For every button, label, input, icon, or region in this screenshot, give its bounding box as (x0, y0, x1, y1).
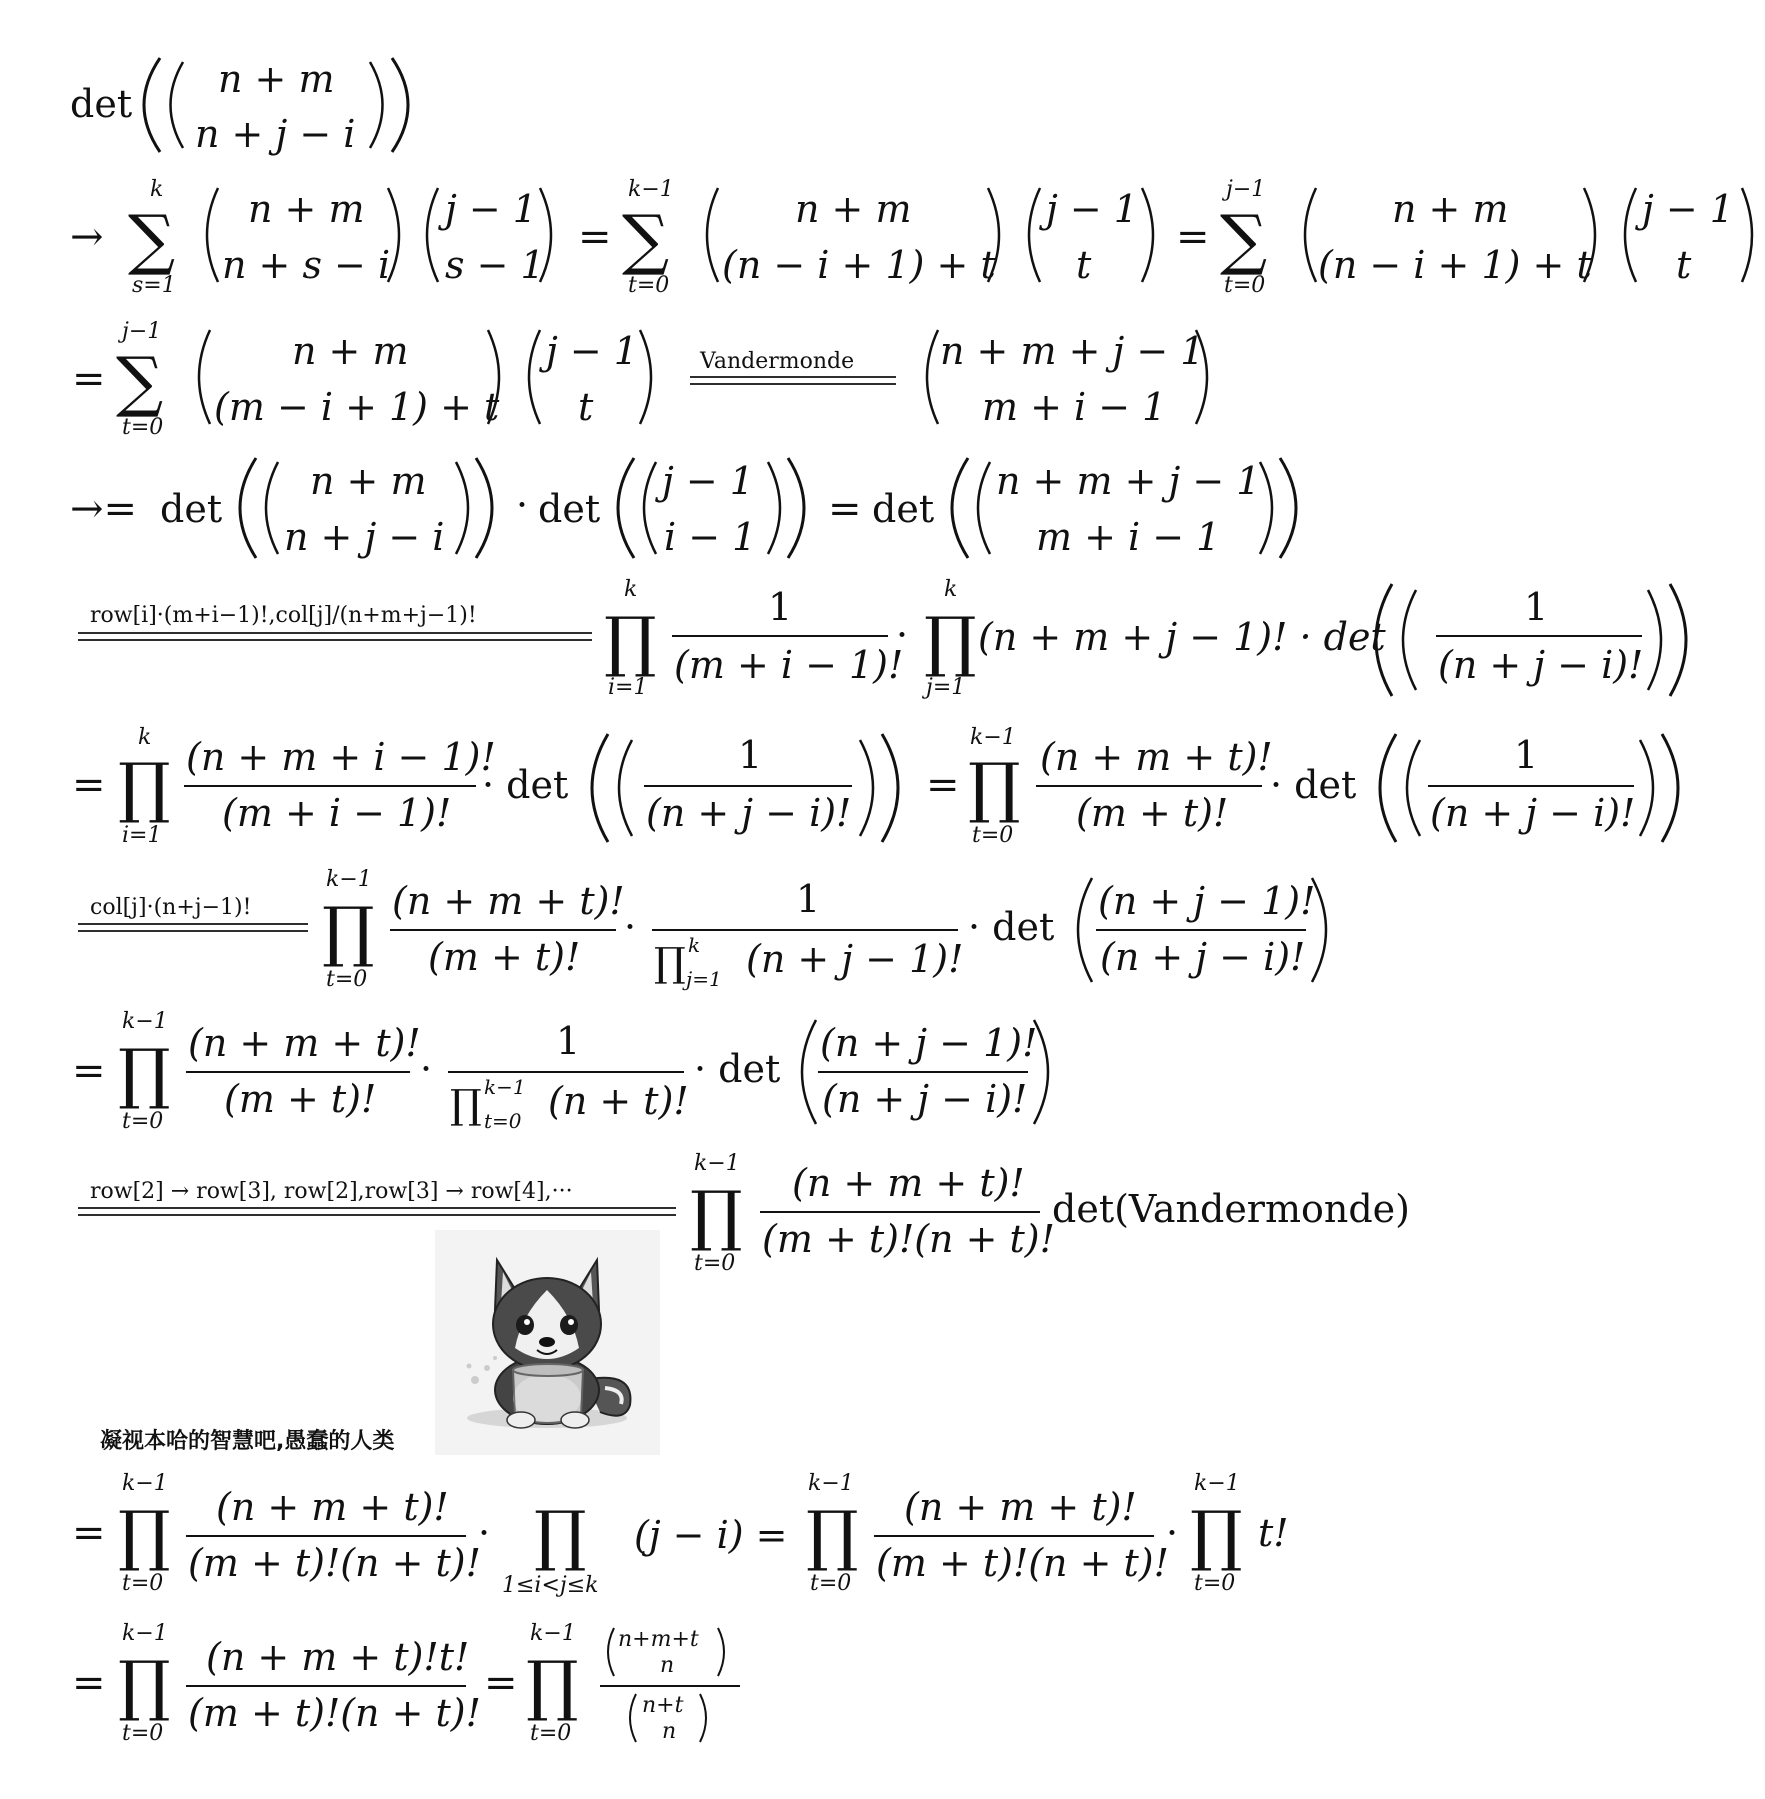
prod-symbol: ∏ (924, 603, 977, 680)
det-operator: det (70, 82, 133, 126)
binom-bottom: t (1676, 243, 1692, 287)
prod-lower: j=1 (926, 675, 966, 700)
prod-lower: t=0 (122, 1109, 164, 1134)
line-10 (72, 1471, 1289, 1598)
prod-sup: k (688, 933, 701, 957)
det-vandermonde: det(Vandermonde) (1052, 1187, 1410, 1231)
frac-den: (m + t)!(n + t)! (876, 1541, 1169, 1585)
prod-upper: k−1 (530, 1621, 576, 1646)
arrow-equals: →= (70, 486, 138, 532)
binom-bottom: i − 1 (664, 515, 757, 559)
equals: = (926, 762, 960, 808)
frac-num: (n + m + t)! (216, 1485, 449, 1529)
line-4 (70, 458, 1296, 559)
prod-upper: k (624, 577, 638, 602)
prod-symbol: ∏ (968, 749, 1021, 826)
frac-den: (m + i − 1)! (222, 791, 452, 835)
sum-upper: k (150, 177, 164, 202)
frac-num: 1 (1514, 733, 1539, 777)
binom-bottom: (n − i + 1) + t (722, 243, 996, 287)
binom-top: n+m+t (618, 1627, 699, 1652)
line-9 (78, 1151, 1410, 1276)
frac-den: (m + i − 1)! (674, 643, 904, 687)
prod-upper: k−1 (694, 1151, 740, 1176)
prod-upper: k−1 (122, 1621, 168, 1646)
equals: = (484, 1660, 518, 1706)
sum-lower: t=0 (122, 415, 164, 440)
dot: · (624, 905, 637, 949)
prod-lower: i=1 (122, 823, 162, 848)
prod-upper: k (944, 577, 958, 602)
sum-upper: j−1 (122, 319, 162, 344)
sum-symbol: ∑ (1220, 201, 1268, 278)
line-1 (70, 57, 408, 156)
dot: · (420, 1047, 433, 1091)
binom-bottom: n + j − i (195, 112, 356, 156)
frac-num: 1 (1524, 585, 1549, 629)
prod-lower: t=0 (326, 967, 368, 992)
frac-den: (n + j − i)! (822, 1077, 1028, 1121)
binom-top: n + m (310, 459, 427, 503)
sum-symbol: ∑ (128, 201, 176, 278)
frac-den: (m + t)! (428, 935, 581, 979)
prod-lower: 1≤i<j≤k (502, 1573, 599, 1598)
binom-bottom: n (662, 1719, 677, 1744)
frac-den: (n + t)! (548, 1079, 689, 1123)
frac-den: (n + j − 1)! (746, 937, 964, 981)
prod-upper: k−1 (122, 1009, 168, 1034)
binom-top: n + m (1392, 187, 1509, 231)
frac-den: (n + j − i)! (1100, 935, 1306, 979)
binom-bottom: s − 1 (445, 243, 545, 287)
prod-symbol: ∏ (118, 1497, 171, 1574)
det-operator: · det (968, 905, 1055, 949)
dot: · (516, 483, 529, 527)
prod-small: ∏ (654, 940, 686, 986)
meme-caption: 凝视本哈的智慧吧,愚蠢的人类 (100, 1429, 395, 1454)
dot: · (896, 613, 909, 657)
prod-symbol: ∏ (1190, 1497, 1243, 1574)
binom-top: n+t (642, 1693, 684, 1718)
sum-lower: t=0 (628, 273, 670, 298)
prod-symbol: ∏ (322, 893, 375, 970)
sum-upper: j−1 (1226, 177, 1266, 202)
binom-top: j − 1 (1642, 187, 1734, 231)
binom-bottom: m + i − 1 (1036, 515, 1221, 559)
frac-den: (m + t)!(n + t)! (762, 1217, 1055, 1261)
binom-bottom: m + i − 1 (982, 385, 1167, 429)
binom-top: n + m (218, 57, 335, 101)
binom-bottom: t (578, 385, 594, 429)
prod-lower: t=0 (122, 1571, 164, 1596)
line-8 (72, 1009, 1048, 1134)
term: t! (1258, 1511, 1289, 1555)
prod-lower: t=0 (972, 823, 1014, 848)
frac-num: 1 (738, 733, 763, 777)
binom-top: n + m (795, 187, 912, 231)
sum-lower: t=0 (1224, 273, 1266, 298)
prod-symbol: ∏ (118, 1647, 171, 1724)
arrow: → (70, 214, 104, 260)
prod-small: ∏ (450, 1082, 482, 1128)
frac-num: (n + m + t)! (188, 1021, 421, 1065)
det-operator: det (538, 487, 601, 531)
prod-lower: t=0 (122, 1721, 164, 1746)
frac-num: (n + m + t)! (392, 879, 625, 923)
binom-top: n + m (248, 187, 365, 231)
frac-den: (n + j − i)! (1438, 643, 1644, 687)
prod-sup: k−1 (484, 1075, 526, 1099)
line-3 (72, 319, 1207, 440)
prod-symbol: ∏ (690, 1177, 743, 1254)
prod-upper: k−1 (122, 1471, 168, 1496)
prod-lower: i=1 (608, 675, 648, 700)
prod-lower: t=0 (1194, 1571, 1236, 1596)
binom-top: n + m + j − 1 (996, 459, 1261, 503)
frac-num: (n + m + t)!t! (206, 1635, 470, 1679)
frac-num: (n + j − 1)! (820, 1021, 1038, 1065)
equals: = (72, 1048, 106, 1094)
equals: = (72, 1660, 106, 1706)
frac-den: (m + t)!(n + t)! (188, 1691, 481, 1735)
det-operator: · det (1270, 763, 1357, 807)
frac-num: (n + m + t)! (904, 1485, 1137, 1529)
equals: = (72, 356, 106, 402)
sum-upper: k−1 (628, 177, 674, 202)
sum-symbol: ∑ (622, 201, 670, 278)
line-2 (70, 177, 1752, 298)
sum-symbol: ∑ (116, 343, 164, 420)
prod-upper: k−1 (1194, 1471, 1240, 1496)
line-5 (78, 577, 1686, 700)
husky-illustration (435, 1230, 660, 1455)
binom-bottom: (m − i + 1) + t (214, 385, 500, 429)
det-operator: · det (694, 1047, 781, 1091)
prod-upper: k−1 (808, 1471, 854, 1496)
sum-lower: s=1 (132, 273, 176, 298)
binom-bottom: n + s − i (222, 243, 391, 287)
binom-bottom: n (660, 1653, 675, 1678)
binom-top: j − 1 (662, 459, 754, 503)
prod-sub: j=1 (686, 967, 722, 991)
det-operator: · det (482, 763, 569, 807)
operation-label: col[j]·(n+j−1)! (90, 895, 252, 920)
equals: = (828, 486, 862, 532)
prod-lower: t=0 (694, 1251, 736, 1276)
prod-symbol: ∏ (806, 1497, 859, 1574)
term: (j − i) = (634, 1513, 788, 1557)
frac-num: (n + m + t)! (792, 1161, 1025, 1205)
det-operator: det (872, 487, 935, 531)
prod-sub: t=0 (484, 1109, 522, 1133)
term: (n + m + j − 1)! · det (978, 615, 1386, 659)
prod-symbol: ∏ (534, 1497, 587, 1574)
binom-bottom: t (1076, 243, 1092, 287)
frac-num: (n + j − 1)! (1098, 879, 1316, 923)
prod-symbol: ∏ (118, 1035, 171, 1112)
det-operator: det (160, 487, 223, 531)
binom-top: j − 1 (1046, 187, 1138, 231)
frac-num: (n + m + i − 1)! (186, 735, 496, 779)
binom-top: j − 1 (445, 187, 537, 231)
equals: = (72, 1510, 106, 1556)
prod-lower: t=0 (810, 1571, 852, 1596)
prod-symbol: ∏ (526, 1647, 579, 1724)
frac-den: (n + j − i)! (646, 791, 852, 835)
operation-label: row[2] → row[3], row[2],row[3] → row[4],··· (90, 1179, 573, 1204)
prod-upper: k−1 (970, 725, 1016, 750)
frac-num: 1 (556, 1019, 581, 1063)
line-6 (72, 725, 1678, 848)
frac-num: 1 (796, 877, 821, 921)
frac-den: (m + t)! (224, 1077, 377, 1121)
binom-bottom: (n − i + 1) + t (1318, 243, 1592, 287)
binom-top: n + m + j − 1 (940, 329, 1205, 373)
operation-label: row[i]·(m+i−1)!,col[j]/(n+m+j−1)! (90, 603, 477, 628)
vandermonde-label: Vandermonde (700, 349, 855, 374)
equals: = (1176, 214, 1210, 260)
line-7 (78, 867, 1326, 992)
dot: · (1166, 1511, 1179, 1555)
frac-num: 1 (768, 585, 793, 629)
dot: · (478, 1511, 491, 1555)
frac-den: (n + j − i)! (1430, 791, 1636, 835)
binom-bottom: n + j − i (284, 515, 445, 559)
equals: = (72, 762, 106, 808)
binom-top: j − 1 (546, 329, 638, 373)
frac-num: (n + m + t)! (1040, 735, 1273, 779)
equals: = (578, 214, 612, 260)
frac-den: (m + t)! (1076, 791, 1229, 835)
prod-symbol: ∏ (118, 749, 171, 826)
prod-upper: k (138, 725, 152, 750)
prod-upper: k−1 (326, 867, 372, 892)
frac-den: (m + t)!(n + t)! (188, 1541, 481, 1585)
prod-symbol: ∏ (604, 603, 657, 680)
binom-top: n + m (292, 329, 409, 373)
prod-lower: t=0 (530, 1721, 572, 1746)
line-11 (72, 1621, 740, 1746)
